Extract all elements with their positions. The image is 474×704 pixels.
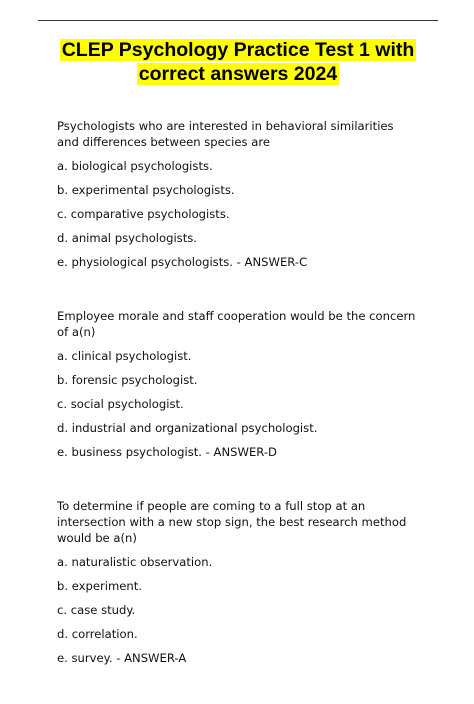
question-stem: To determine if people are coming to a full stop at an intersection with a new stop sign, the best research method would be a(n) [57, 499, 407, 545]
question-3 [57, 498, 417, 666]
option-d: d. correlation. [57, 627, 138, 641]
option-e-answer: e. survey. - ANSWER-A [57, 651, 187, 665]
option-a: a. naturalistic observation. [57, 555, 213, 569]
question-stem: Psychologists who are interested in behavioral similarities and differences between species are [57, 119, 394, 149]
option-c: c. comparative psychologists. [57, 207, 230, 221]
option-d: d. industrial and organizational psychologist. [57, 421, 318, 435]
option-b: b. experiment. [57, 579, 143, 593]
questions-list [57, 118, 417, 704]
title-highlight [60, 39, 417, 85]
document-title [58, 38, 418, 86]
option-c: c. social psychologist. [57, 397, 184, 411]
option-a: a. biological psychologists. [57, 159, 213, 173]
option-e-answer: e. physiological psychologists. - ANSWER-C [57, 255, 308, 269]
option-c: c. case study. [57, 603, 136, 617]
option-b: b. forensic psychologist. [57, 373, 198, 387]
question-2 [57, 308, 417, 460]
option-d: d. animal psychologists. [57, 231, 197, 245]
title-line-1: CLEP Psychology Practice Test 1 with [61, 39, 415, 61]
option-e-answer: e. business psychologist. - ANSWER-D [57, 445, 277, 459]
top-rule [38, 20, 438, 21]
question-stem: Employee morale and staff cooperation would be the concern of a(n) [57, 309, 416, 339]
option-b: b. experimental psychologists. [57, 183, 235, 197]
option-a: a. clinical psychologist. [57, 349, 192, 363]
title-line-2: correct answers 2024 [138, 63, 338, 85]
question-1 [57, 118, 417, 270]
